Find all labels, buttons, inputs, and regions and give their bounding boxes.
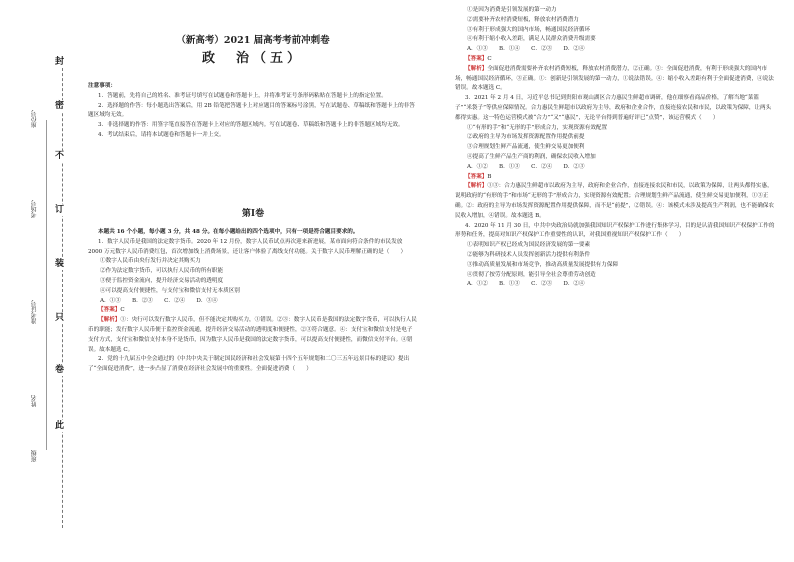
answer-label: 【答案】 [465,55,488,62]
choices: A．①② B．①③ C．②④ D．②③ [467,163,585,170]
binding-char: 装 [55,259,65,269]
question-stem: 2．党的十九届五中全会通过的《中共中央关于制定国民经济和社会发展第十四个五年规划和二〇三五年远景目标的建议》提出了“全面促进消费”，进一步凸显了消费在经济社会发展中的重要性。全面促进消费（ ） [88,356,410,373]
option: ④有利于缩小收入差距，满足人民群众消费升级需要 [467,36,596,43]
binding-char: 卷 [55,365,65,375]
option: ②需要补齐农村消费短板，释放农村消费潜力 [467,16,579,23]
binding-char: 订 [55,205,65,215]
explanation-label: 【解析】 [98,317,121,324]
binding-char: 封 [55,57,65,67]
binding-line [46,120,47,450]
explanation [455,65,775,94]
exam-id-label: 准考证号 [31,300,38,324]
answer-value: C [120,307,125,314]
right-content [455,6,775,290]
explanation-text: 全面促进消费需要补齐农村消费短板，释放农村消费潜力，②正确。③：全面促进消费，有利于形成强大的国内市场，畅通国民经济循环，③正确。①：创新是引领发展的第一动力，①说法错误。④：缩小收入差距有利于全面促进消费，④说法错误。故本题选 C。 [455,65,774,92]
right-column [455,0,775,562]
option: ④可以提高支付便捷性，与支付宝和微信支付无本质区别 [100,287,240,294]
note: 2．选择题的作答：每小题选出答案后，用 2B 铅笔把答题卡上对应题目的答案标号涂黑，写在试题卷、草稿纸和答题卡上的非答题区域均无效。 [88,102,415,119]
option: ②作为法定数字货币，可以执行人民币的所有职能 [100,268,224,275]
explanation-text: ①③：合力惠民生鲜超市以政府为主导，政府和企业合作，直接连接农民和市民，以政策为保障，让两头都得实惠，说明政府的“有形的手”和市场“无形的手”形成合力，实现资源有效配置；合理规划生鲜产品流通，使生鲜交易更加便利，①③正确。②：政府的主导为市场发挥资源配置作用提供保障，而不是“前提”，②错误。④：该模式未涉及提高生产利润，也不能确保农民收入增加，④错误。故本题选 B。 [455,183,774,219]
question-stem: 4．2020 年 11 月 30 日，中共中央政治局就加强我国知识产权保护工作进行集体学习，目的是认清我国知识产权保护工作的形势和任务，提高对知识产权保护工作重要性的认识，对我国重视知识产权保护工作（ ） [455,222,775,239]
name-label: 姓名 [31,395,38,407]
option: ①“有形的手”和“无形的手”形成合力，实现资源有效配置 [467,124,608,131]
answer-label: 【答案】 [465,173,488,180]
question-stem: 1．数字人民币是我国的法定数字货币。2020 年 12 月份，数字人民币试点再次迎来新进展，某市面向符合条件的市民发放 2000 万元数字人民币消费红包，首次增加线上消费场景，还让客户体验了离线支付功能。关于数字人民币理解正确的是（ ） [88,238,407,255]
explanation-label: 【解析】 [465,183,488,190]
answer [455,173,775,183]
option: ④贯彻了按劳分配原则，能引导全社会尊重劳动创造 [467,271,596,278]
option: ①是因为消费是引领发展的第一动力 [467,7,557,13]
section-title: 第Ⅰ卷 [241,209,265,219]
explanation-text: ①：央行可以发行数字人民币，但不能决定其购买力，①错误。②③：数字人民币是我国的法定数字货币，可以执行人民币的职能；发行数字人民币便于监控资金流通，提升经济交易活动的透明度和便捷性，②③符合题意。④：支付宝和微信支付是电子支付方式，支付宝和微信支付本身不是货币，因为数字人民币是我国的法定数字货币，可以提高支付便捷性，而微信支付平台。④错误。故本题选 C。 [88,317,417,353]
note: 1．答题前，先将自己的姓名、准考证号填写在试题卷和答题卡上，并将准考证号条形码粘贴在答题卡上的指定位置。 [98,92,387,99]
choices: A．①② B．①③ C．②③ D．②④ [467,281,585,288]
option: ③合理规划生鲜产品流通，使生鲜交易更加便利 [467,144,585,151]
binding-margin [0,0,92,562]
choices: A．①③ B．②③ C．②④ D．③④ [100,297,218,304]
answer-value: B [487,173,492,180]
subject-title: 政 治（五） [201,51,304,66]
class-label: 班级 [31,450,38,462]
answer [455,55,775,65]
option: ③推动高质量发展和市场竞争，推动高质量发展提供有力保障 [467,261,619,268]
note: 3．非选择题的作答：用签字笔直接答在答题卡上对应的答题区域内。写在试题卷、草稿纸和答题卡上的非答题区域均无效。 [98,122,404,129]
option: ③便于监控资金流向，提升经济交易活动的透明度 [100,277,224,284]
option: ②政府的主导为市场发挥资源配置作用提供前提 [467,134,585,141]
left-column [88,0,418,562]
binding-char: 密 [55,101,65,111]
binding-char: 只 [55,313,65,323]
cut-line [62,58,63,528]
binding-char: 此 [55,421,65,431]
answer-label: 【答案】 [98,307,121,314]
exam-title: （新高考）2021 届高考考前冲刺卷 [176,35,330,46]
answer-value: C [487,55,492,62]
q1-block [88,228,418,375]
option: ②能够为科研技术人员发挥创新活力提供有利条件 [467,251,591,258]
option: ③有利于形成强大的国内市场，畅通国民经济循环 [467,26,591,33]
explanation [88,316,418,355]
binding-char: 不 [55,151,65,161]
answer [88,306,418,316]
option: ①表明知识产权已经成为国民经济发展的第一要素 [467,242,591,249]
seat-label: 座位号 [31,110,38,128]
option: ④提高了生鲜产品生产商的利润，确保农民收入增加 [467,153,596,160]
notes [88,82,418,141]
explanation [455,182,775,221]
option: ①数字人民币由央行发行并决定其购买力 [100,258,201,265]
question-stem: 3．2021 年 2 月 4 日，习近平总书记到贵阳市观山湖区合力惠民生鲜超市调研，他在细察看商品价格，了解当地“菜篮子”“米袋子”等供应保障情况。合力惠民生鲜超市以政府为主导，政府和企业合作，直接连接农民和市民，以政策为保障，让两头都得实惠。这一特色运营模式被“合力”“又”“惠民”，无论平台得到普遍好评已“点赞”，该运营模式（ ） [455,95,772,121]
explanation-label: 【解析】 [465,65,488,72]
instructions: 本题共 16 个小题，每小题 3 分，共 48 分。在每小题给出的四个选项中，只有一项是符合题目要求的。 [98,229,359,235]
choices: A．①③ B．①④ C．②③ D．②④ [467,46,585,53]
note: 4．考试结束后，请将本试题卷和答题卡一并上交。 [98,131,225,138]
notes-heading: 注意事项： [88,83,116,89]
exam-room-label: 考场号 [31,200,38,218]
